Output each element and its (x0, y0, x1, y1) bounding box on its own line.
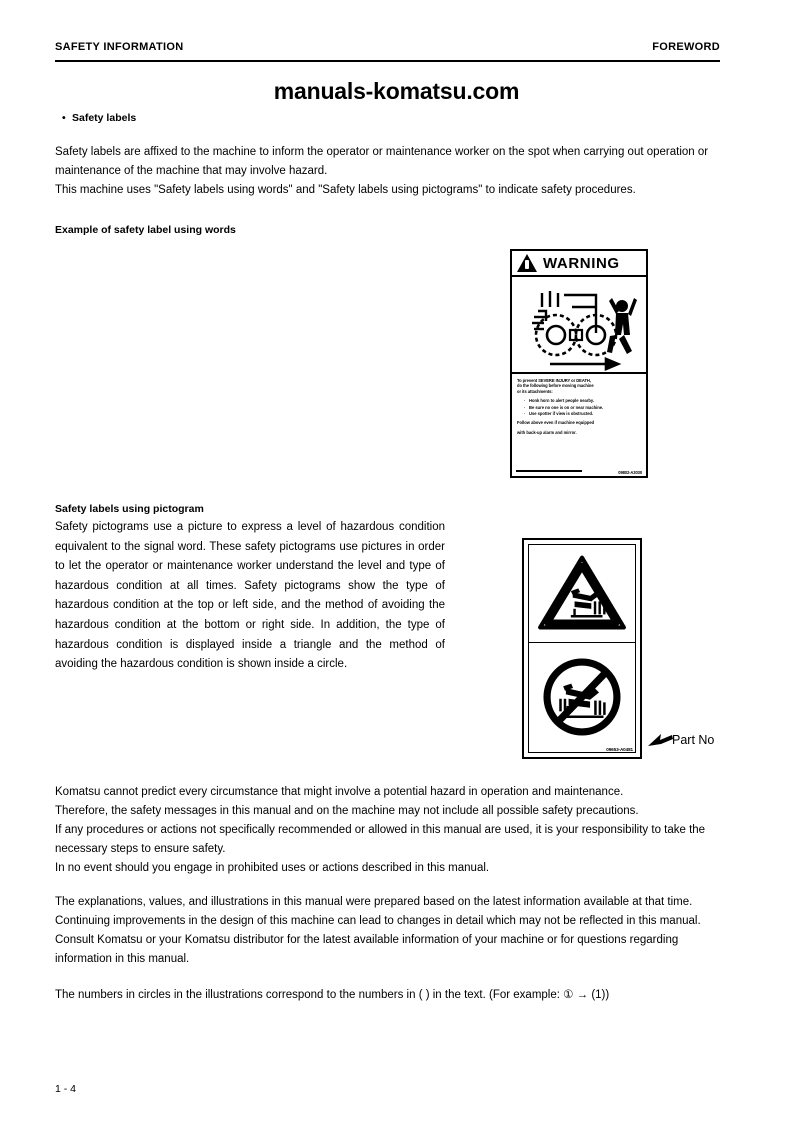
intro-line-2: This machine uses "Safety labels using words" and "Safety labels using pictograms" to indicate safety procedures. (55, 184, 636, 196)
header-left-title: SAFETY INFORMATION (55, 41, 184, 53)
watermark-text: manuals-komatsu.com (273, 78, 520, 104)
warning-signal-word: WARNING (543, 254, 620, 272)
example-heading: Example of safety label using words (55, 224, 236, 236)
explanations-paragraph: The explanations, values, and illustrations in this manual were prepared based on the latest information available at that time. Continuing improvements in the design of this machine can lead to changes in detail which may not be reflected in this manual. Consult Komatsu or your Komatsu distributor for the latest available information of your machine or for questions regarding information in this manual. (55, 896, 701, 965)
intro-line-1: Safety labels are affixed to the machine to inform the operator or maintenance worker on the spot when carrying out operation or maintenance of the machine that may involve hazard. (55, 146, 709, 177)
warning-bullet-item: · Use spotter if view is obstructed. (529, 411, 641, 416)
warning-lead-line-3: or its attachments: (517, 388, 553, 394)
pictogram-label-inner-frame (528, 544, 636, 753)
warning-label-title-bar (512, 251, 646, 277)
warning-footer-line-2: with back-up alarm and mirror. (517, 429, 577, 435)
pictogram-label-part-number: 09653-A0481 (606, 747, 633, 752)
warning-label-figure (510, 249, 648, 478)
pictogram-label-figure (522, 538, 642, 759)
komatsu-line-2: Therefore, the safety messages in this manual and on the machine may not include all possible safety precautions. (55, 805, 639, 817)
page-header (55, 41, 720, 53)
part-no-callout-arrow-icon (648, 732, 674, 750)
warning-bullet-item: · Honk horn to alert people nearby. (529, 398, 641, 403)
pictogram-paragraph: Safety pictograms use a picture to express a level of hazardous condition equivalent to the signal word. These safety pictograms use pictures in order to let the operator or maintenance worker understand the level and type of hazardous condition at all times. Safety pictograms show the type of hazardous condition at the top or left side, and the method of avoiding the hazardous condition at the bottom or right side. In addition, the type of hazardous condition is displayed inside a triangle and the method of avoiding the hazardous condition is shown inside a circle. (55, 521, 445, 671)
part-no-callout-label: Part No (672, 733, 715, 747)
section-bullet-heading (62, 112, 136, 124)
machine-and-person-illustration (512, 277, 646, 374)
pictogram-prohibition-panel (529, 643, 635, 752)
pictogram-hazard-panel (529, 545, 635, 643)
no-entry-prohibition-icon (539, 654, 625, 740)
warning-bullet-list (517, 398, 641, 416)
page-number-footer: 1 - 4 (55, 1083, 77, 1095)
numbers-in-circles-paragraph: The numbers in circles in the illustrations correspond to the numbers in ( ) in the text. (For example: ① → (1)) (55, 989, 610, 1001)
intro-paragraph (55, 143, 723, 200)
header-divider-rule (55, 60, 720, 62)
warning-footer-line-1: Follow above even if machine equipped (517, 420, 595, 426)
section-bullet-heading-label: Safety labels (72, 112, 137, 124)
pictogram-heading: Safety labels using pictogram (55, 503, 204, 515)
warning-label-part-number: 09802-A3030 (618, 470, 642, 475)
warning-lead-line-2: do the following before moving machine (517, 383, 594, 389)
komatsu-line-4: In no event should you engage in prohibited uses or actions described in this manual. (55, 862, 490, 874)
komatsu-disclaimer-paragraph (55, 783, 723, 878)
warning-triangle-icon (517, 254, 537, 272)
warning-label-illustration (512, 277, 646, 374)
warning-label-text-block (512, 374, 646, 476)
warning-partno-rule (516, 470, 582, 472)
komatsu-line-1: Komatsu cannot predict every circumstance that might involve a potential hazard in operation and maintenance. (55, 786, 624, 798)
bullet-dot-icon: • (62, 112, 66, 124)
crush-hazard-triangle-icon (537, 553, 627, 633)
header-right-title: FOREWORD (652, 41, 720, 53)
warning-lead-line-1: To prevent SEVERE INJURY or DEATH, (517, 378, 591, 383)
warning-bullet-item: · Be sure no one is on or near machine. (529, 405, 641, 410)
komatsu-line-3: If any procedures or actions not specifically recommended or allowed in this manual are used, it is your responsibility to take the necessary steps to ensure safety. (55, 824, 706, 855)
